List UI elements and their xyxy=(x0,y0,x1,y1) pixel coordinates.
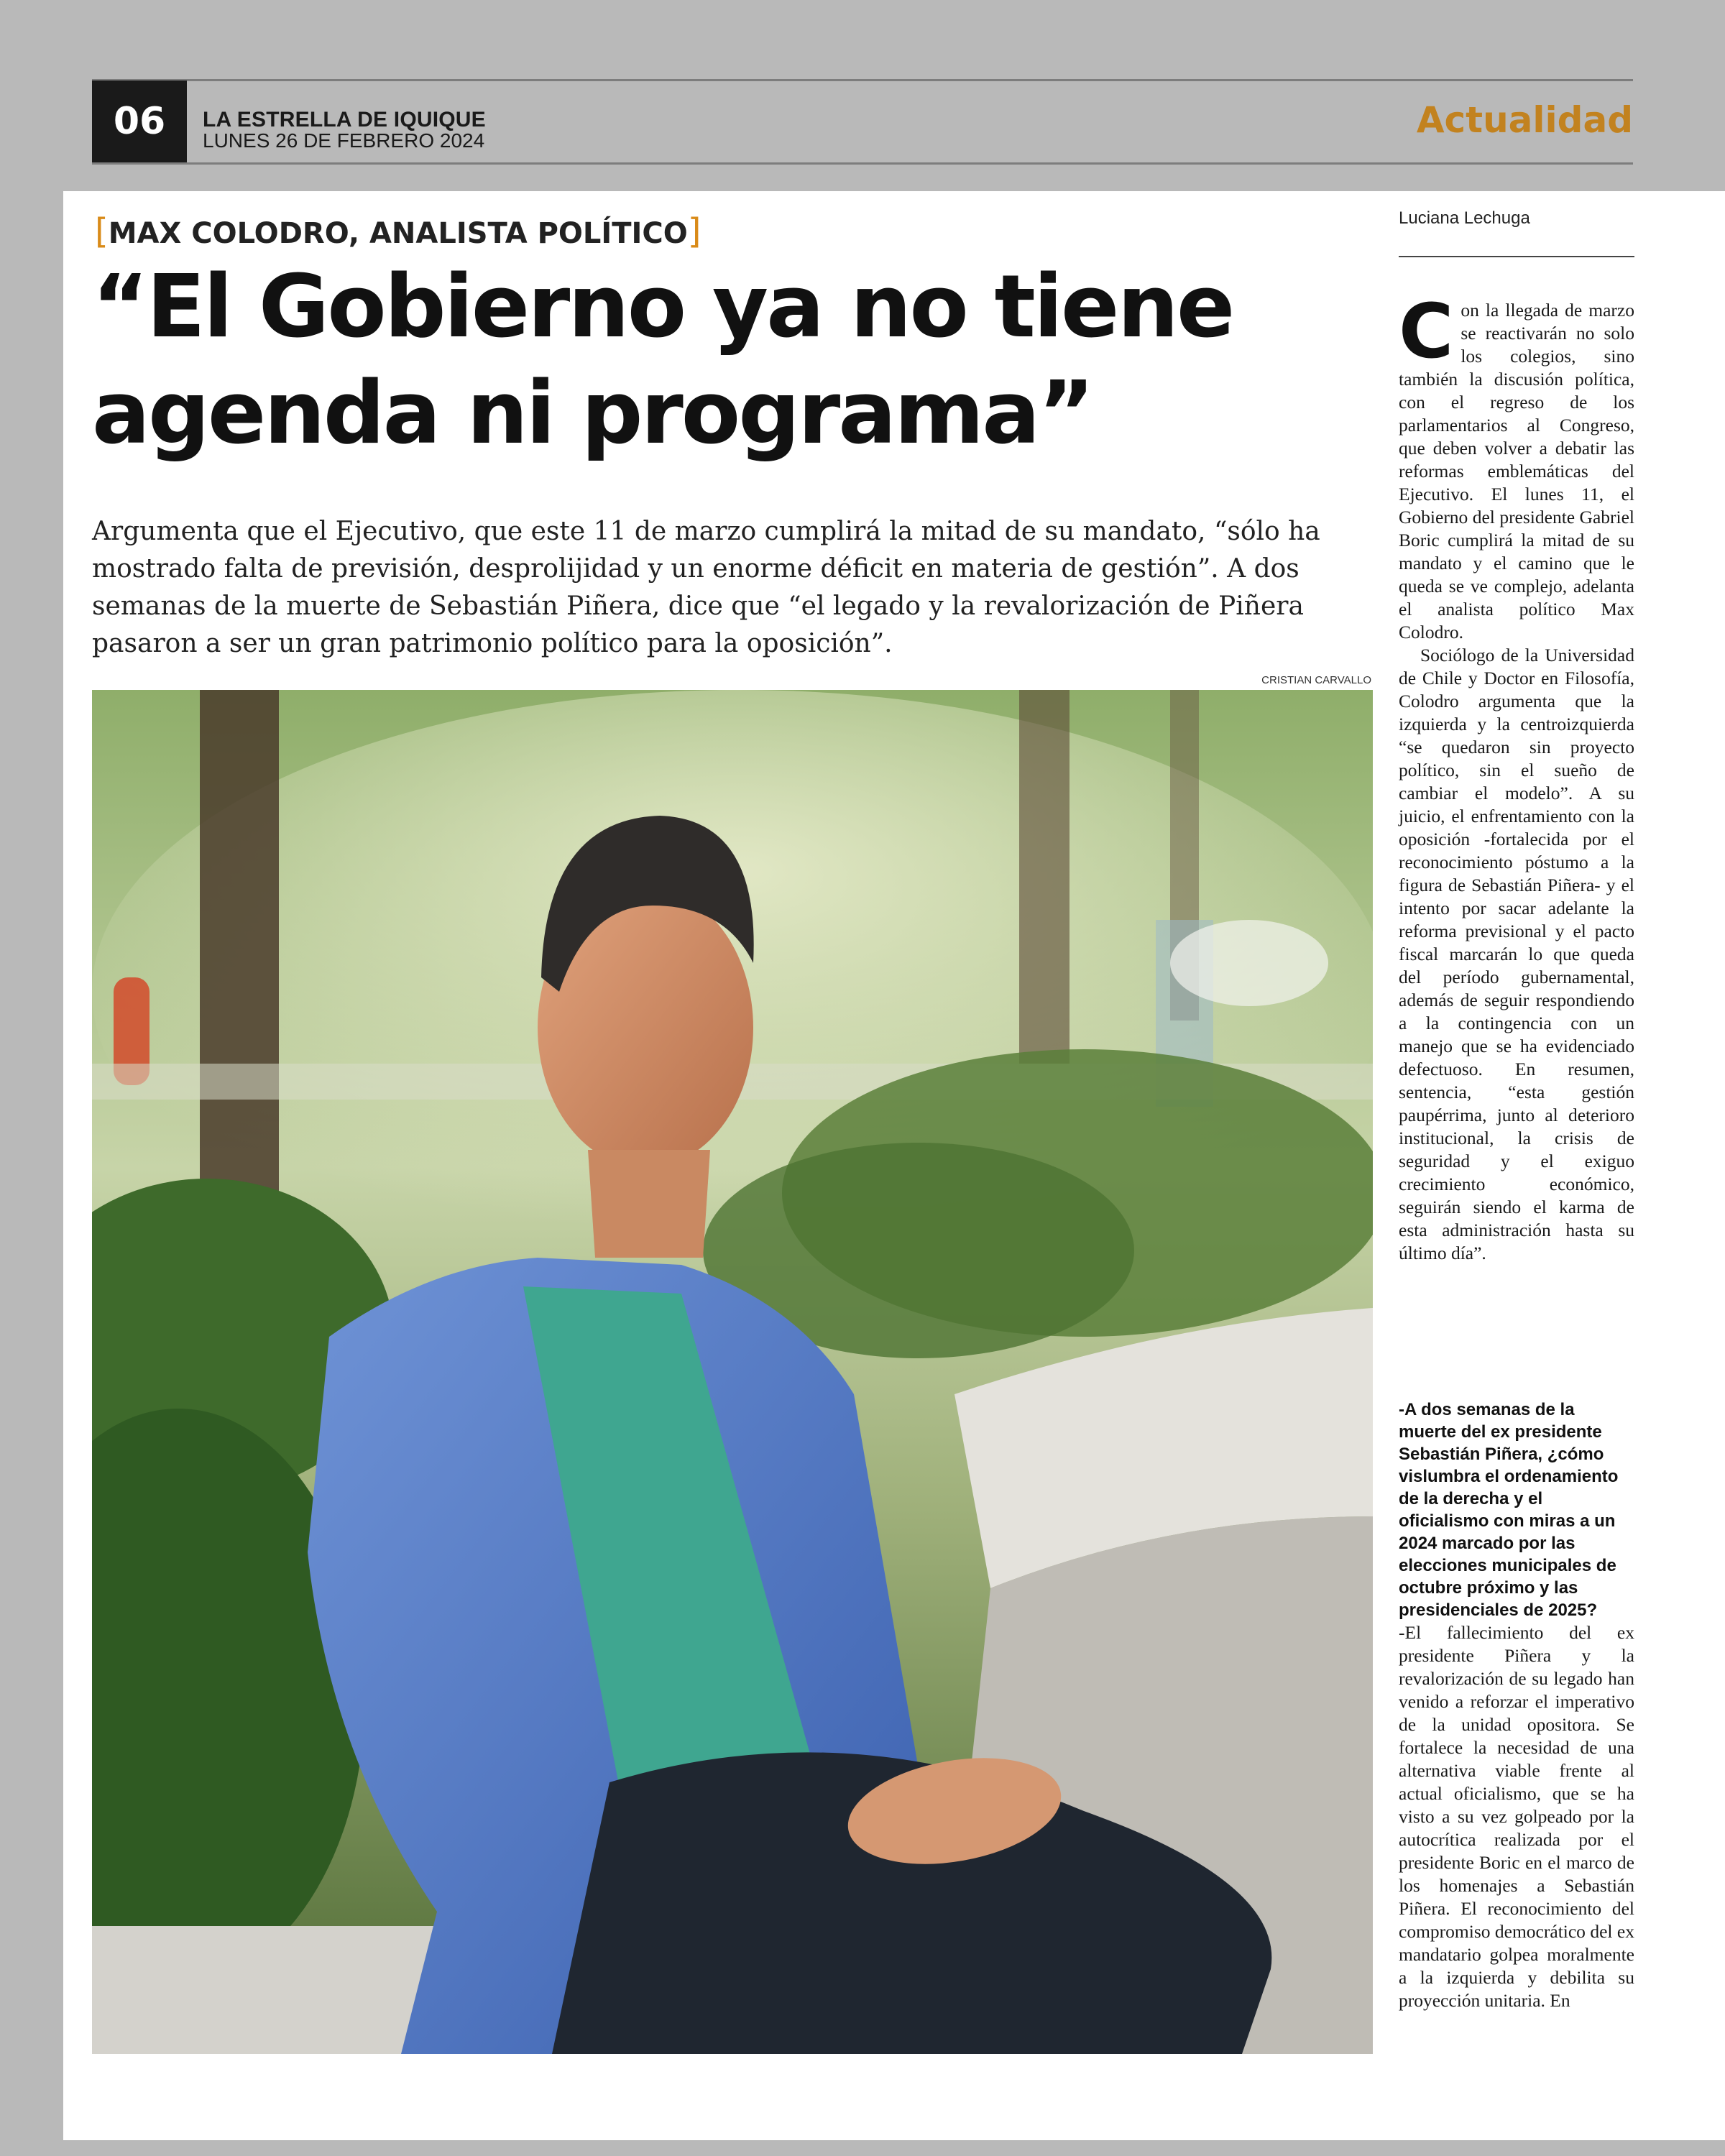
newspaper-page xyxy=(63,191,1725,2140)
body-column-top xyxy=(1399,287,1634,1265)
article-deck: Argumenta que el Ejecutivo, que este 11 de marzo cumplirá la mitad de su mandato, “sólo ha mostrado falta de previsión, desprolijidad y un enorme déficit en materia de gestión”. A dos semanas de la muerte de Sebastián Piñera, dice que “el legado y la revalorización de Piñera pasaron a ser un gran patrimonio político para la oposición”. xyxy=(92,517,1320,658)
body-paragraph-1 xyxy=(1399,287,1634,644)
body-paragraph-2: Sociólogo de la Universidad de Chile y Doctor en Filosofía, Colodro argumenta que la izquierda y la centroizquierda “se quedaron sin proyecto político, sin el sueño de cambiar el modelo”. A su juicio, el enfrentamiento con la oposición -fortalecida por el reconocimiento póstumo a la figura de Sebastián Piñera- y el intento por sacar adelante la reforma previsional y el pacto fiscal marcarán lo que queda del período gubernamental, además de seguir respondiendo a la contingencia con un manejo que se ha evidenciado defectuoso. En resumen, sentencia, “esta gestión paupérrima, junto al deterioro institucional, la crisis de seguridad y el exiguo crecimiento económico, seguirán siendo el karma de esta administración hasta su último día”. xyxy=(1399,645,1634,1263)
page-number: 06 xyxy=(92,80,187,162)
kicker-bracket-open: [ xyxy=(95,211,109,252)
section-label: Actualidad xyxy=(1416,99,1633,141)
drop-cap: C xyxy=(1399,287,1454,375)
publication-date: LUNES 26 DE FEBRERO 2024 xyxy=(203,129,485,152)
portrait-photo xyxy=(92,690,1373,2054)
kicker-bracket-close: ] xyxy=(687,211,702,252)
portrait-photo-illustration xyxy=(92,690,1373,2054)
interview-answer: -El fallecimiento del ex presidente Piñera y la revalorización de su legado han venido a reforzar el imperativo de la unidad opositora. Se fortalece la necesidad de una alternativa viable frente al actual oficialismo, que se ha visto a su vez golpeado por la autocrítica realizada por el presidente Boric en el marco de los homenajes a Sebastián Piñera. El reconocimiento del compromiso democrático del ex mandatario golpea moralmente a la izquierda y debilita su proyección unitaria. En xyxy=(1399,1622,1634,2011)
body-column-bottom xyxy=(1399,1621,1634,2012)
header-bottom-rule xyxy=(92,162,1633,165)
photo-credit: CRISTIAN CARVALLO xyxy=(1261,674,1371,686)
interview-question: -A dos semanas de la muerte del ex presidente Sebastián Piñera, ¿cómo vislumbra el ordenamiento de la derecha y el oficialismo con miras a un 2024 marcado por las elecciones municipales de octubre próximo y las presidenciales de 2025? xyxy=(1399,1400,1619,1620)
article-headline xyxy=(92,254,1400,467)
article-byline: Luciana Lechuga xyxy=(1399,208,1530,228)
body-paragraph-1-text: on la llegada de marzo se reactivarán no solo los colegios, sino también la discusión política, con el regreso de los parlamentarios al Congreso, que deben volver a debatir las reformas emblemáticas del Ejecutivo. El lunes 11, el Gobierno del presidente Gabriel Boric cumplirá la mitad de su mandato y el camino que le queda se ve complejo, adelanta el analista político Max Colodro. xyxy=(1399,300,1634,642)
byline-rule xyxy=(1399,256,1634,257)
publication-name: LA ESTRELLA DE IQUIQUE xyxy=(203,108,486,132)
kicker-text: MAX COLODRO, ANALISTA POLÍTICO xyxy=(108,217,688,250)
headline-line-2: agenda ni programa” xyxy=(92,364,1093,464)
header-top-rule xyxy=(92,79,1633,81)
article-kicker xyxy=(95,211,702,252)
headline-line-1: “El Gobierno ya no tiene xyxy=(92,257,1233,357)
